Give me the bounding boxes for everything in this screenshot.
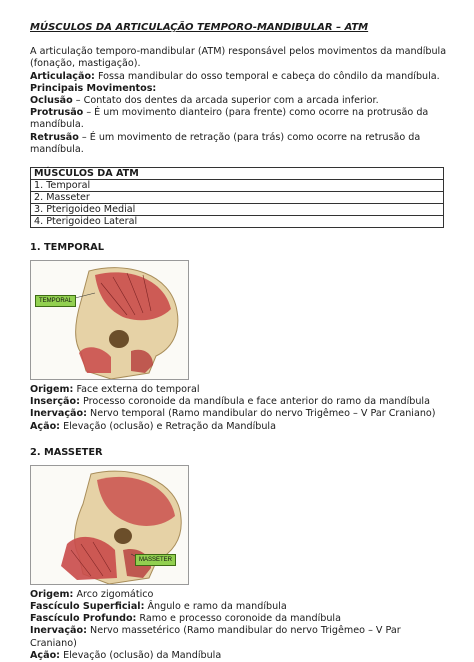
masseter-origem-line: Origem: Arco zigomático [30, 588, 154, 600]
table-row: 2. Masseter [31, 192, 444, 204]
oclusao-line [30, 95, 450, 107]
masseter-acao-line: Ação: Elevação (oclusão) da Mandíbula [30, 649, 222, 661]
page-title: MÚSCULOS DA ARTICULAÇÃO TEMPORO-MANDIBULAR – ATM [30, 22, 369, 33]
table-row: 4. Pterigoideo Lateral [31, 216, 444, 228]
table-row: 3. Pterigoideo Medial [31, 204, 444, 216]
masseter-skull-figure [30, 465, 189, 585]
masseter-inervacao-line: Inervação: Nervo massetérico (Ramo mandibular do nervo Trigêmeo – V Par Craniano) [30, 625, 401, 649]
temporal-inervacao-line: Inervação: Nervo temporal (Ramo mandibular do nervo Trigêmeo – V Par Craniano) [30, 408, 436, 420]
skull-illustration [31, 466, 188, 584]
muscles-table [30, 167, 444, 228]
skull-illustration [31, 261, 188, 379]
articulacao-text: Fossa mandibular do osso temporal e cabeça do côndilo da mandíbula. [94, 70, 440, 82]
retrusao-label: Retrusão [30, 131, 79, 143]
masseter-superficial-line: Fascículo Superficial: Ângulo e ramo da mandíbula [30, 601, 287, 613]
temporal-skull-figure [30, 260, 189, 380]
table-header: MÚSCULOS DA ATM [31, 168, 444, 180]
temporal-insercao-line: Inserção: Processo coronoide da mandíbula e face anterior do ramo da mandíbula [30, 396, 430, 408]
masseter-label: MASSETER [135, 554, 176, 566]
oclusao-label: Oclusão [30, 95, 73, 107]
oclusao-text: – Contato dos dentes da arcada superior com a arcada inferior. [72, 95, 379, 107]
document-page [30, 22, 450, 662]
intro-paragraph: A articulação temporo-mandibular (ATM) responsável pelos movimentos da mandíbula (fonação, mastigação). [30, 46, 447, 70]
protrusao-label: Protrusão [30, 107, 84, 119]
temporal-label: TEMPORAL [35, 295, 76, 307]
temporal-acao-line: Ação: Elevação (oclusão) e Retração da Mandíbula [30, 420, 276, 432]
articulacao-line [30, 71, 450, 83]
masseter-profundo-line: Fascículo Profundo: Ramo e processo coronoide da mandíbula [30, 613, 341, 625]
temporal-heading: 1. TEMPORAL [30, 242, 104, 254]
masseter-heading: 2. MASSETER [30, 446, 103, 458]
table-row: 1. Temporal [31, 180, 444, 192]
retrusao-text: – É um movimento de retração (para trás) como ocorre na retrusão da mandíbula. [30, 131, 421, 155]
protrusao-text: – É um movimento dianteiro (para frente) como ocorre na protrusão da mandíbula. [30, 107, 429, 131]
principais-heading: Principais Movimentos: [30, 82, 157, 94]
retrusao-line [30, 132, 450, 156]
temporal-origem-line: Origem: Face externa do temporal [30, 384, 200, 396]
articulacao-label: Articulação: [30, 70, 95, 82]
protrusao-line [30, 107, 450, 131]
